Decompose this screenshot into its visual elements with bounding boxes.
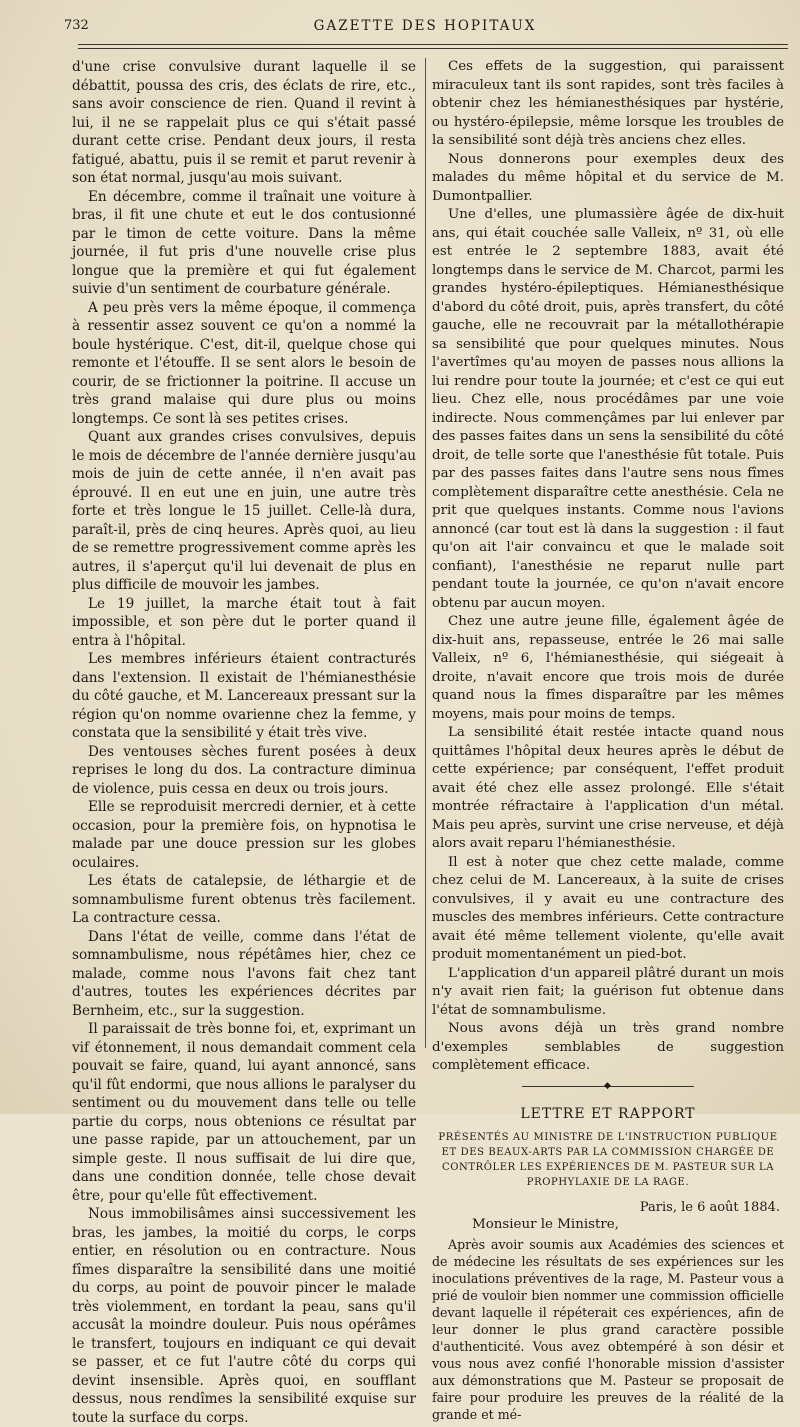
letter-salutation: Monsieur le Ministre, — [472, 1216, 619, 1232]
paragraph: Quant aux grandes crises convulsives, depuis le mois de décembre de l'année dernière jusqu'au mois de juin de cette année, il n'en avait pas éprouvé. Il en eut une en juin, une autre très forte et très longue le 15 juillet. Celle-là dura, paraît-il, près de cinq heures. Après quoi, au lieu de se remettre progressivement comme après les autres, il s'aperçut qu'il lui devenait de plus en plus difficile de mouvoir les jambes. — [72, 429, 416, 593]
paragraph: Des ventouses sèches furent posées à deux reprises le long du dos. La contracture diminua de violence, puis cessa en deux ou trois jours. — [72, 743, 416, 797]
paragraph: Il paraissait de très bonne foi, et, exprimant un vif étonnement, il nous demandait comment cela pouvait se faire, quand, lui ayant annoncé, sans qu'il fût endormi, que nous allions le paralyser du sentiment ou du mouvement dans telle ou telle partie du corps, nous obtenions ce résultat par une passe rapide, par un attouchement, par un simple geste. Il nous suffisait de lui dire que, dans une condition donnée, telle chose devait être, pour qu'elle fût effectivement. — [72, 1021, 416, 1204]
journal-title: GAZETTE DES HOPITAUX — [313, 18, 537, 34]
paragraph: A peu près vers la même époque, il commença à ressentir assez souvent ce qu'on a nommé la boule hystérique. C'est, dit-il, quelque chose qui remonte et l'étouffe. Il se sent alors le besoin de courir, de se frictionner la poitrine. Il accuse un très grand malaise qui dure plus ou moins longtemps. Ce sont là ses petites crises. — [72, 299, 416, 427]
paragraph: Le 19 juillet, la marche était tout à fait impossible, et son père dut le porter quand il entra à l'hôpital. — [72, 595, 416, 649]
left-column — [72, 58, 416, 1427]
paragraph: Les états de catalepsie, de léthargie et de somnambulisme furent obtenus très facilement. La contracture cessa. — [72, 873, 416, 926]
paragraph: Chez une autre jeune fille, également âgée de dix-huit ans, repasseuse, entrée le 26 mai salle Valleix, nº 6, l'hémianesthésie, qui siégeait à droite, n'avait encore que trois mois de durée quand nous la fîmes disparaître par les mêmes moyens, mais pour moins de temps. — [432, 614, 784, 722]
paragraph: Les membres inférieurs étaient contracturés dans l'extension. Il existait de l'hémianesthésie du côté gauche, et M. Lancereaux pressant sur la région qu'on nomme ovarienne chez la femme, y constata que la sensibilité y était très vive. — [72, 651, 416, 741]
paragraph: Nous immobilisâmes ainsi successivement les bras, les jambes, la moitié du corps, le corps entier, en résolution ou en contracture. Nous fîmes disparaître la sensibilité dans une moitié du corps, au point de pouvoir pincer le malade très violemment, en tordant la peau, sans qu'il accusât la moindre douleur. Puis nous opérâmes le transfert, toujours en indiquant ce qui devait se passer, et ce fut l'autre côté du corps qui devint insensible. Après quoi, en soufflant dessus, nous rendîmes la sensibilité exquise sur toute la surface du corps. — [72, 1206, 416, 1426]
paragraph: Nous donnerons pour exemples deux des malades du même hôpital et du service de M. Dumontpallier. — [432, 151, 784, 204]
section-separator — [432, 1082, 784, 1092]
header-rule — [78, 44, 788, 45]
header-rule-thin — [78, 48, 788, 49]
diamond-ornament-icon: ◆ — [604, 1080, 611, 1091]
paragraph: Elle se reproduisit mercredi dernier, et à cette occasion, pour la première fois, on hypnotisa le malade par une douce pression sur les globes oculaires. — [72, 799, 416, 871]
page-header — [64, 14, 786, 38]
letter-body: Après avoir soumis aux Académies des sciences et de médecine les résultats de ses expériences sur les inoculations préventives de la rage, M. Pasteur vous a prié de vouloir bien nommer une commission officielle devant laquelle il répéterait ces expériences, afin de leur donner le plus grand caractère possible d'authenticité. Vous avez obtempéré à son désir et vous nous avez confié l'honorable mission d'assister aux démonstrations que M. Pasteur se proposait de faire pour produire les preuves de la réalité de la grande et mé- — [432, 1236, 784, 1422]
paragraph: L'application d'un appareil plâtré durant un mois n'y avait rien fait; la guérison fut obtenue dans l'état de somnambulisme. — [432, 965, 784, 1018]
column-divider — [425, 58, 426, 1048]
paragraph: Ces effets de la suggestion, qui paraissent miraculeux tant ils sont rapides, sont très faciles à obtenir chez les hémianesthésiques par hystérie, ou hystéro-épilepsie, même lorsque les troubles de la sensibilité sont déjà très anciens chez elles. — [432, 59, 784, 148]
letter-title: LETTRE ET RAPPORT — [520, 1105, 696, 1122]
paragraph: Nous avons déjà un très grand nombre d'exemples semblables de suggestion complètement efficace. — [432, 1021, 784, 1073]
page-number: 732 — [64, 18, 89, 33]
paragraph: La sensibilité était restée intacte quand nous quittâmes l'hôpital deux heures après le début de cette expérience; par conséquent, l'effet produit avait été chez elle assez prolongé. Elle s'était montrée réfractaire à l'application d'un métal. Mais peu après, survint une crise nerveuse, et déjà alors avait reparu l'hémianesthésie. — [432, 725, 784, 851]
paragraph: d'une crise convulsive durant laquelle il se débattit, poussa des cris, des éclats de rire, etc., sans avoir conscience de rien. Quand il revint à lui, il ne se rappelait plus ce qui s'était passé durant cette crise. Pendant deux jours, il resta fatigué, abattu, puis il se remit et parut revenir à son état normal, jusqu'au mois suivant. — [72, 59, 416, 186]
letter-dateline: Paris, le 6 août 1884. — [639, 1199, 780, 1215]
letter-subtitle: PRÉSENTÉS AU MINISTRE DE L'INSTRUCTION PUBLIQUE ET DES BEAUX-ARTS PAR LA COMMISSION CHARGÉE DE CONTRÔLER LES EXPÉRIENCES DE M. PASTEUR SUR LA PROPHYLAXIE DE LA RAGE. — [438, 1131, 778, 1188]
paragraph: En décembre, comme il traînait une voiture à bras, il fit une chute et eut le dos contusionné par le timon de cette voiture. Dans la même journée, il fut pris d'une nouvelle crise plus longue que la première et qui fut également suivie d'un sentiment de courbature générale. — [72, 188, 416, 297]
paragraph: Dans l'état de veille, comme dans l'état de somnambulisme, nous répétâmes hier, chez ce malade, comme nous l'avons fait chez tant d'autres, toutes les expériences décrites par Bernheim, etc., sur la suggestion. — [72, 928, 416, 1019]
paragraph: Il est à noter que chez cette malade, comme chez celui de M. Lancereaux, à la suite de crises convulsives, il y avait eu une contracture des muscles des membres inférieurs. Cette contracture avait été même tellement violente, qu'elle avait produit momentanément un pied-bot. — [432, 854, 784, 962]
right-column — [432, 58, 784, 1423]
paragraph: Une d'elles, une plumassière âgée de dix-huit ans, qui était couchée salle Valleix, nº 31, où elle est entrée le 2 septembre 1883, avait été longtemps dans le service de M. Charcot, parmi les grandes hystéro-épileptiques. Hémianesthésique d'abord du côté droit, puis, après transfert, du côté gauche, elle ne recouvrait par la métallothérapie sa sensibilité que pour quelques minutes. Nous l'avertîmes qu'au moyen de passes nous allions la lui rendre pour toute la journée; et c'est ce qui eut lieu. Chez elle, nous procédâmes par une voie indirecte. Nous commençâmes par lui enlever par des passes faites dans un sens la sensibilité du côté droit, de telle sorte que l'anesthésie fût totale. Puis par des passes faites dans l'autre sens nous fîmes complètement disparaître cette anesthésie. Cela ne prit que quelques instants. Comme nous l'avions annoncé (car tout est là dans la suggestion : il faut qu'on ait l'air convaincu et que le malade soit confiant), l'anesthésie ne reparut nulle part pendant toute la journée, ce qu'on n'avait encore obtenu par aucun moyen. — [432, 207, 784, 611]
